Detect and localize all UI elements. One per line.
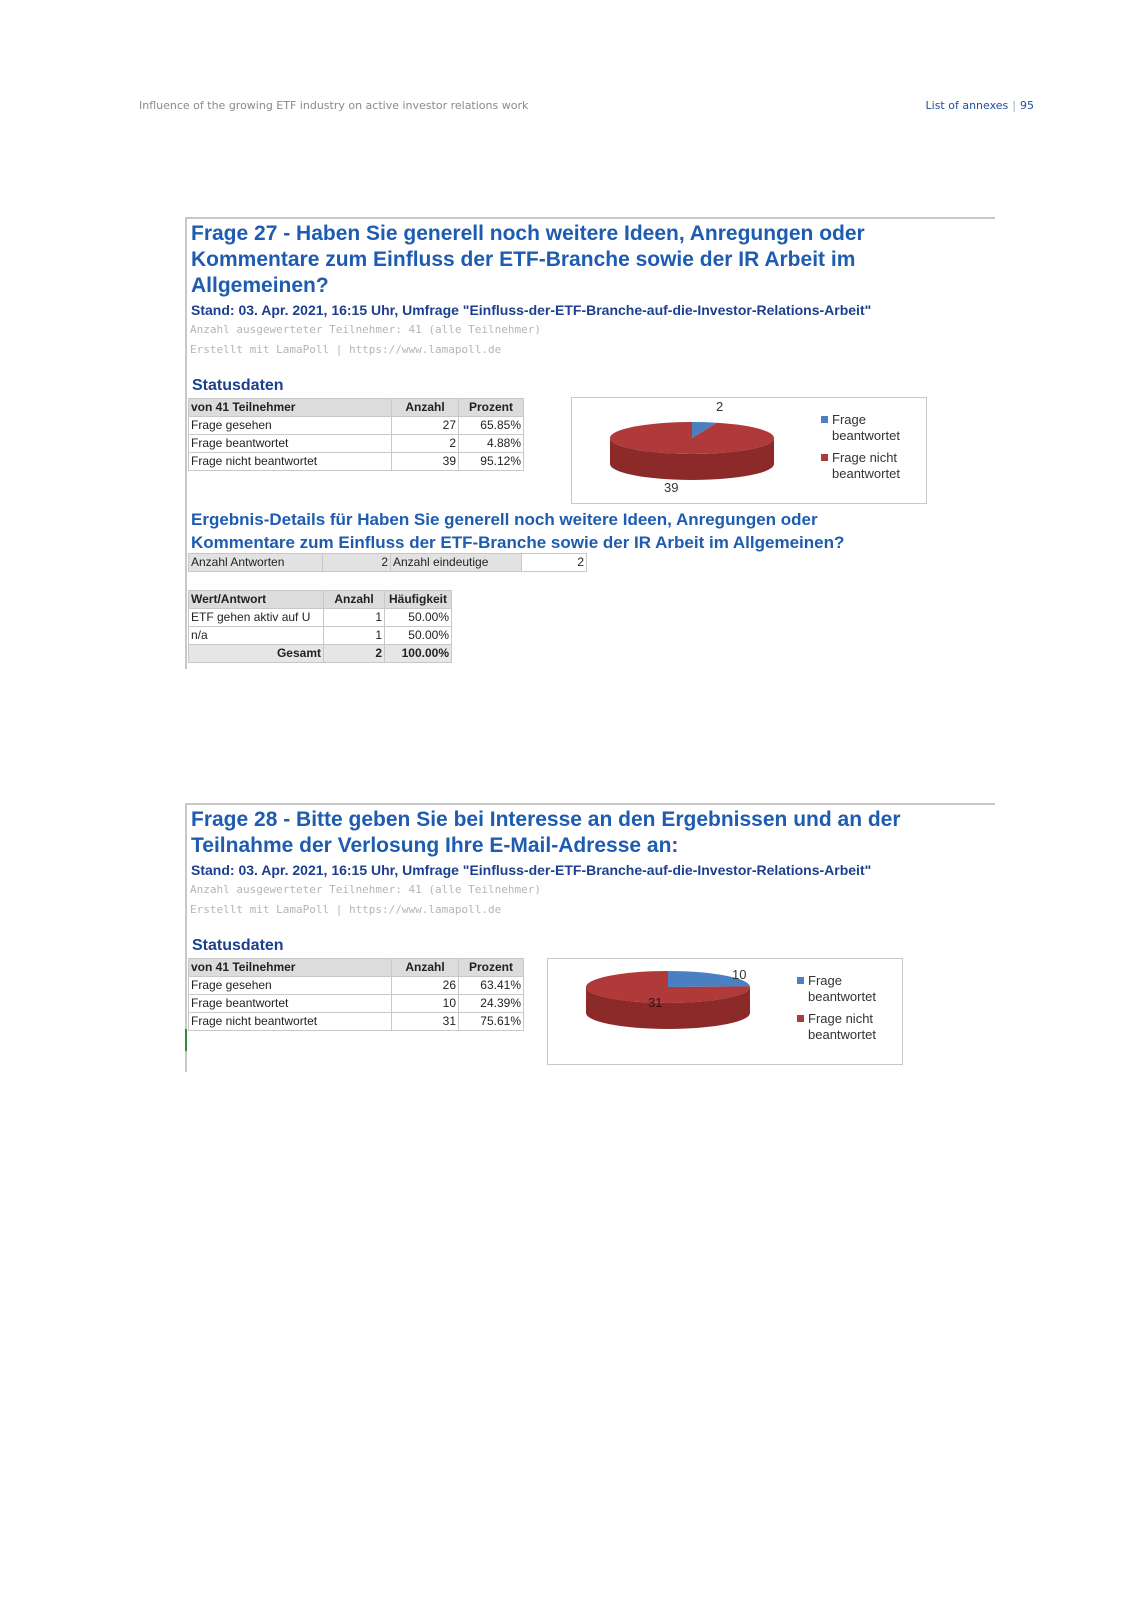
status-label: Frage gesehen	[189, 977, 392, 995]
question-27-status-table	[188, 398, 524, 471]
legend-label: Frage beantwortet	[808, 973, 876, 1004]
table-row	[189, 977, 524, 995]
table-row	[189, 995, 524, 1013]
section-name: List of annexes	[925, 99, 1009, 112]
total-frequency: 100.00%	[385, 645, 452, 663]
detail-answer: n/a	[189, 627, 324, 645]
detail-frequency: 50.00%	[385, 609, 452, 627]
question-28-status-table	[188, 958, 524, 1031]
answers-count-label: Anzahl Antworten	[189, 554, 323, 572]
status-label: Frage beantwortet	[189, 435, 392, 453]
question-27-meta-count: Anzahl ausgewerteter Teilnehmer: 41 (alle Teilnehmer)	[190, 323, 541, 336]
unique-count-label: Anzahl eindeutige	[391, 554, 522, 572]
status-percent: 65.85%	[459, 417, 524, 435]
status-header-participants: von 41 Teilnehmer	[189, 959, 392, 977]
legend-item-answered	[820, 412, 920, 444]
page-number: 95	[1020, 99, 1034, 112]
unique-count-value: 2	[522, 554, 587, 572]
running-header-title: Influence of the growing ETF industry on active investor relations work	[139, 99, 529, 112]
table-row	[189, 1013, 524, 1031]
pie-data-label: 2	[716, 399, 724, 414]
question-27-panel	[185, 217, 995, 669]
status-percent: 63.41%	[459, 977, 524, 995]
question-28-stand: Stand: 03. Apr. 2021, 16:15 Uhr, Umfrage "Einfluss-der-ETF-Branche-auf-die-Investor-Relations-Arbeit"	[191, 862, 872, 878]
status-percent: 4.88%	[459, 435, 524, 453]
table-row	[189, 627, 452, 645]
legend-label: Frage beantwortet	[832, 412, 900, 443]
status-count: 26	[392, 977, 459, 995]
legend-item-not-answered	[796, 1011, 896, 1043]
pie-slice	[610, 422, 774, 454]
status-label: Frage nicht beantwortet	[189, 1013, 392, 1031]
table-row	[189, 453, 524, 471]
pie-data-label: 39	[664, 480, 679, 495]
question-27-pie-chart	[571, 397, 927, 504]
detail-header-count: Anzahl	[324, 591, 385, 609]
status-header-count: Anzahl	[392, 399, 459, 417]
total-label: Gesamt	[189, 645, 324, 663]
legend-swatch	[797, 977, 804, 984]
question-28-status-title: Statusdaten	[192, 937, 284, 954]
detail-answer: ETF gehen aktiv auf U	[189, 609, 324, 627]
status-header-percent: Prozent	[459, 399, 524, 417]
legend-swatch	[821, 454, 828, 461]
question-28-title: Frage 28 - Bitte geben Sie bei Interesse an den Ergebnissen und an der Teilnahme der Verlosung Ihre E-Mail-Adresse an:	[191, 808, 901, 857]
status-count: 2	[392, 435, 459, 453]
legend-swatch	[821, 416, 828, 423]
table-row	[189, 609, 452, 627]
answers-summary-row	[188, 553, 587, 572]
header-separator: |	[1012, 99, 1016, 112]
pie-chart-svg	[572, 398, 812, 503]
panel-left-border	[185, 219, 187, 669]
question-27-status-title: Statusdaten	[192, 377, 284, 394]
total-count: 2	[324, 645, 385, 663]
question-27-stand: Stand: 03. Apr. 2021, 16:15 Uhr, Umfrage "Einfluss-der-ETF-Branche-auf-die-Investor-Relations-Arbeit"	[191, 302, 872, 318]
chart-legend	[796, 973, 896, 1049]
question-28-panel	[185, 803, 995, 1072]
status-count: 31	[392, 1013, 459, 1031]
question-27-detail-table	[188, 590, 452, 663]
question-27-meta-credit: Erstellt mit LamaPoll | https://www.lamapoll.de	[190, 343, 502, 356]
detail-header-answer: Wert/Antwort	[189, 591, 324, 609]
table-row-total	[189, 645, 452, 663]
legend-label: Frage nicht beantwortet	[808, 1011, 876, 1042]
status-percent: 75.61%	[459, 1013, 524, 1031]
detail-header-frequency: Häufigkeit	[385, 591, 452, 609]
question-28-meta-credit: Erstellt mit LamaPoll | https://www.lamapoll.de	[190, 903, 502, 916]
question-28-pie-chart	[547, 958, 903, 1065]
question-28-meta-count: Anzahl ausgewerteter Teilnehmer: 41 (alle Teilnehmer)	[190, 883, 541, 896]
cell-cursor-marker	[185, 1029, 187, 1051]
legend-swatch	[797, 1015, 804, 1022]
legend-item-answered	[796, 973, 896, 1005]
question-27-title: Frage 27 - Haben Sie generell noch weitere Ideen, Anregungen oder Kommentare zum Einfluss der ETF-Branche sowie der IR Arbeit im Allgemeinen?	[191, 222, 865, 297]
status-count: 10	[392, 995, 459, 1013]
status-percent: 24.39%	[459, 995, 524, 1013]
answers-count-value: 2	[323, 554, 391, 572]
pie-data-label: 10	[732, 967, 747, 982]
status-label: Frage beantwortet	[189, 995, 392, 1013]
detail-count: 1	[324, 609, 385, 627]
table-row	[189, 435, 524, 453]
status-header-count: Anzahl	[392, 959, 459, 977]
status-header-participants: von 41 Teilnehmer	[189, 399, 392, 417]
legend-label: Frage nicht beantwortet	[832, 450, 900, 481]
status-label: Frage nicht beantwortet	[189, 453, 392, 471]
status-count: 39	[392, 453, 459, 471]
pie-chart-svg	[548, 959, 788, 1064]
chart-legend	[820, 412, 920, 488]
status-header-percent: Prozent	[459, 959, 524, 977]
status-count: 27	[392, 417, 459, 435]
status-percent: 95.12%	[459, 453, 524, 471]
running-header-section	[926, 99, 1034, 112]
pie-data-label: 31	[648, 995, 663, 1010]
table-row	[189, 417, 524, 435]
detail-count: 1	[324, 627, 385, 645]
status-label: Frage gesehen	[189, 417, 392, 435]
detail-frequency: 50.00%	[385, 627, 452, 645]
legend-item-not-answered	[820, 450, 920, 482]
question-27-result-title: Ergebnis-Details für Haben Sie generell noch weitere Ideen, Anregungen oder Kommentare zum Einfluss der ETF-Branche sowie der IR Arbeit im Allgemeinen?	[191, 510, 845, 552]
